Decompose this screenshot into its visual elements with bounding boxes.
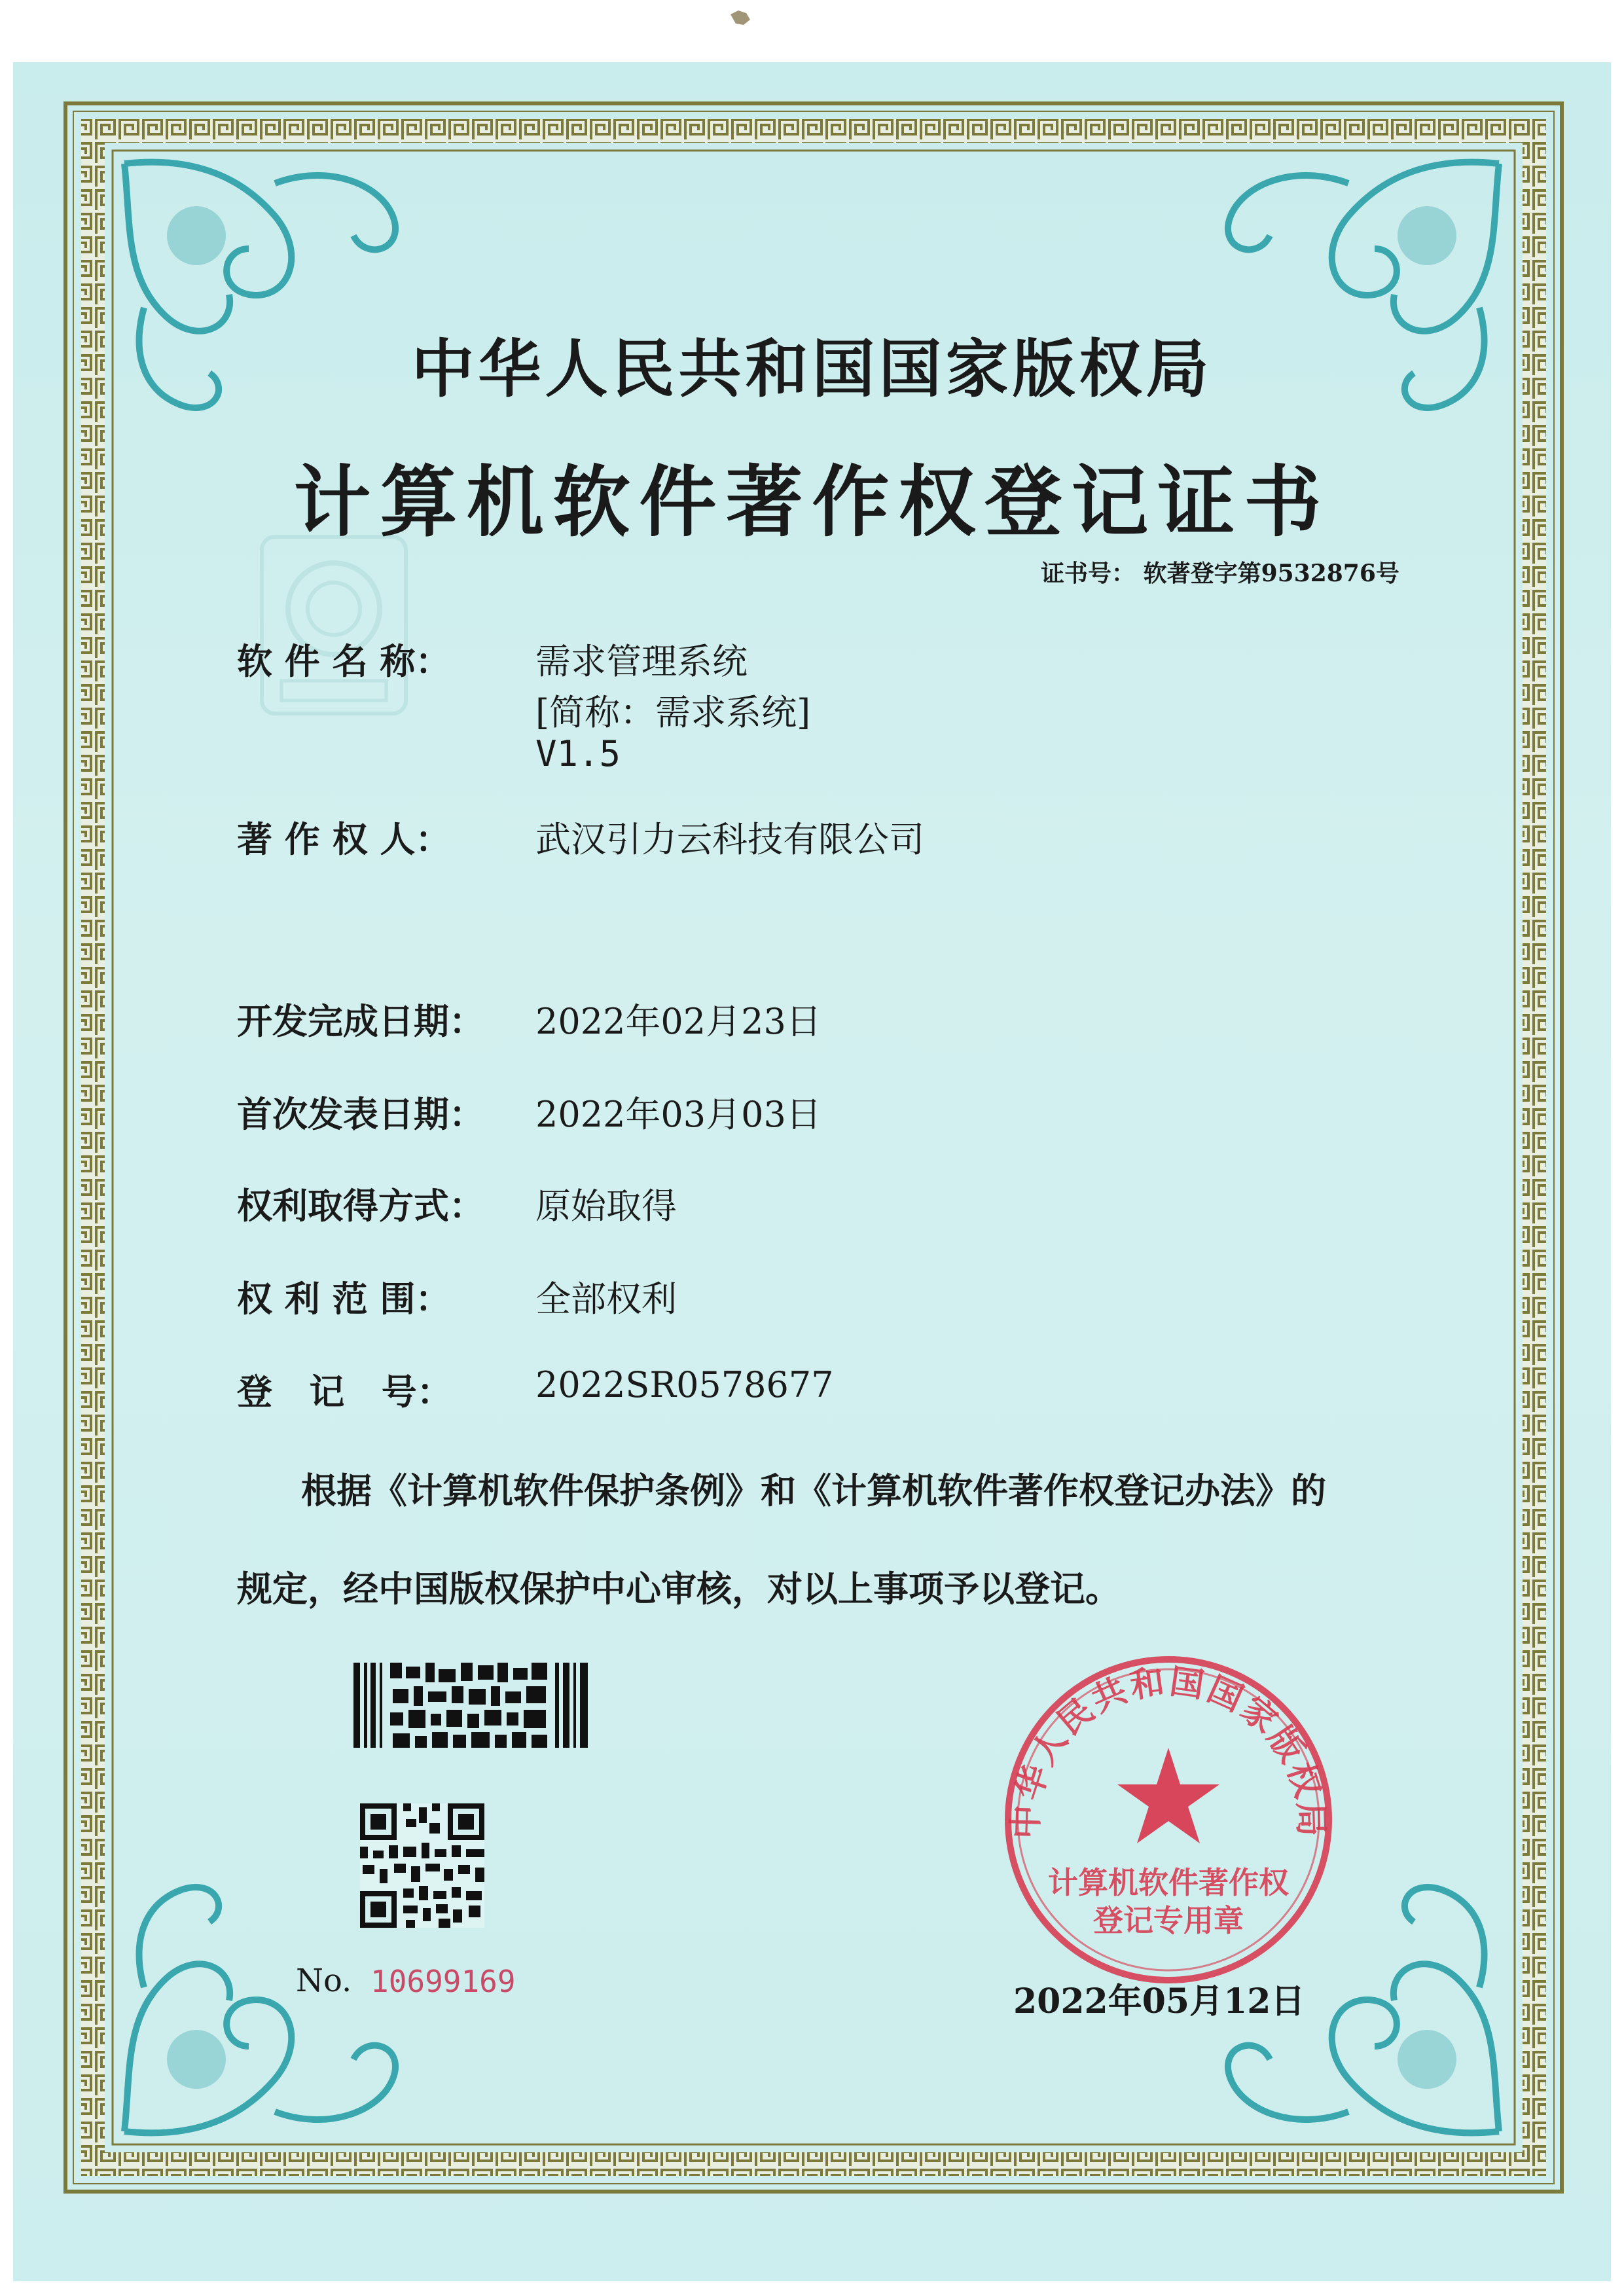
- statement-line-1: 根据《计算机软件保护条例》和《计算机软件著作权登记办法》的: [301, 1470, 1326, 1511]
- software-name-label: 软 件 名 称：: [237, 640, 451, 682]
- certificate-number-label: 证书号：: [1041, 560, 1136, 587]
- barcode: [353, 1663, 589, 1748]
- acquisition-method-value: 原始取得: [535, 1185, 677, 1227]
- registration-number-value: 2022SR0578677: [535, 1364, 834, 1405]
- publication-date-label: 首次发表日期：: [237, 1093, 484, 1135]
- certificate-title: 计算机软件著作权登记证书: [293, 456, 1331, 547]
- software-version: V1.5: [535, 733, 621, 774]
- seal-star-icon: [1117, 1748, 1219, 1843]
- seal-ring-text: 中华人民共和国国家版权局: [1005, 1661, 1331, 1840]
- software-short-name: [简称：需求系统]: [535, 692, 811, 733]
- statement-line-2: 规定，经中国版权保护中心审核，对以上事项予以登记。: [237, 1568, 1121, 1610]
- copyright-owner-value: 武汉引力云科技有限公司: [535, 819, 924, 860]
- issuer-title: 中华人民共和国国家版权局: [411, 332, 1213, 406]
- certificate-number: [1041, 555, 1399, 588]
- seal-center-line-1: 计算机软件著作权: [1048, 1865, 1289, 1900]
- certificate-number-value: 软著登字第9532876号: [1143, 560, 1399, 587]
- rights-scope-value: 全部权利: [535, 1278, 677, 1320]
- acquisition-method-label: 权利取得方式：: [237, 1185, 484, 1227]
- registration-number-label: 登 记 号：: [237, 1371, 452, 1413]
- seal-center-line-2: 登记专用章: [1093, 1903, 1244, 1938]
- publication-date-value: 2022年03月03日: [535, 1094, 821, 1135]
- serial-prefix: No.: [296, 1962, 352, 1999]
- issue-date: 2022年05月12日: [1013, 1981, 1305, 2021]
- qr-code: [360, 1803, 484, 1928]
- completion-date-value: 2022年02月23日: [535, 1001, 821, 1042]
- completion-date-label: 开发完成日期：: [237, 1000, 484, 1042]
- serial-number: 10699169: [370, 1964, 516, 1999]
- watermark-emblem: [255, 530, 412, 720]
- rights-scope-label: 权 利 范 围：: [237, 1278, 451, 1320]
- copyright-owner-label: 著 作 权 人：: [237, 818, 451, 860]
- software-name-value: 需求管理系统: [535, 641, 748, 682]
- ornament-bottom-left: [124, 1887, 395, 2133]
- official-seal: [998, 1650, 1339, 1990]
